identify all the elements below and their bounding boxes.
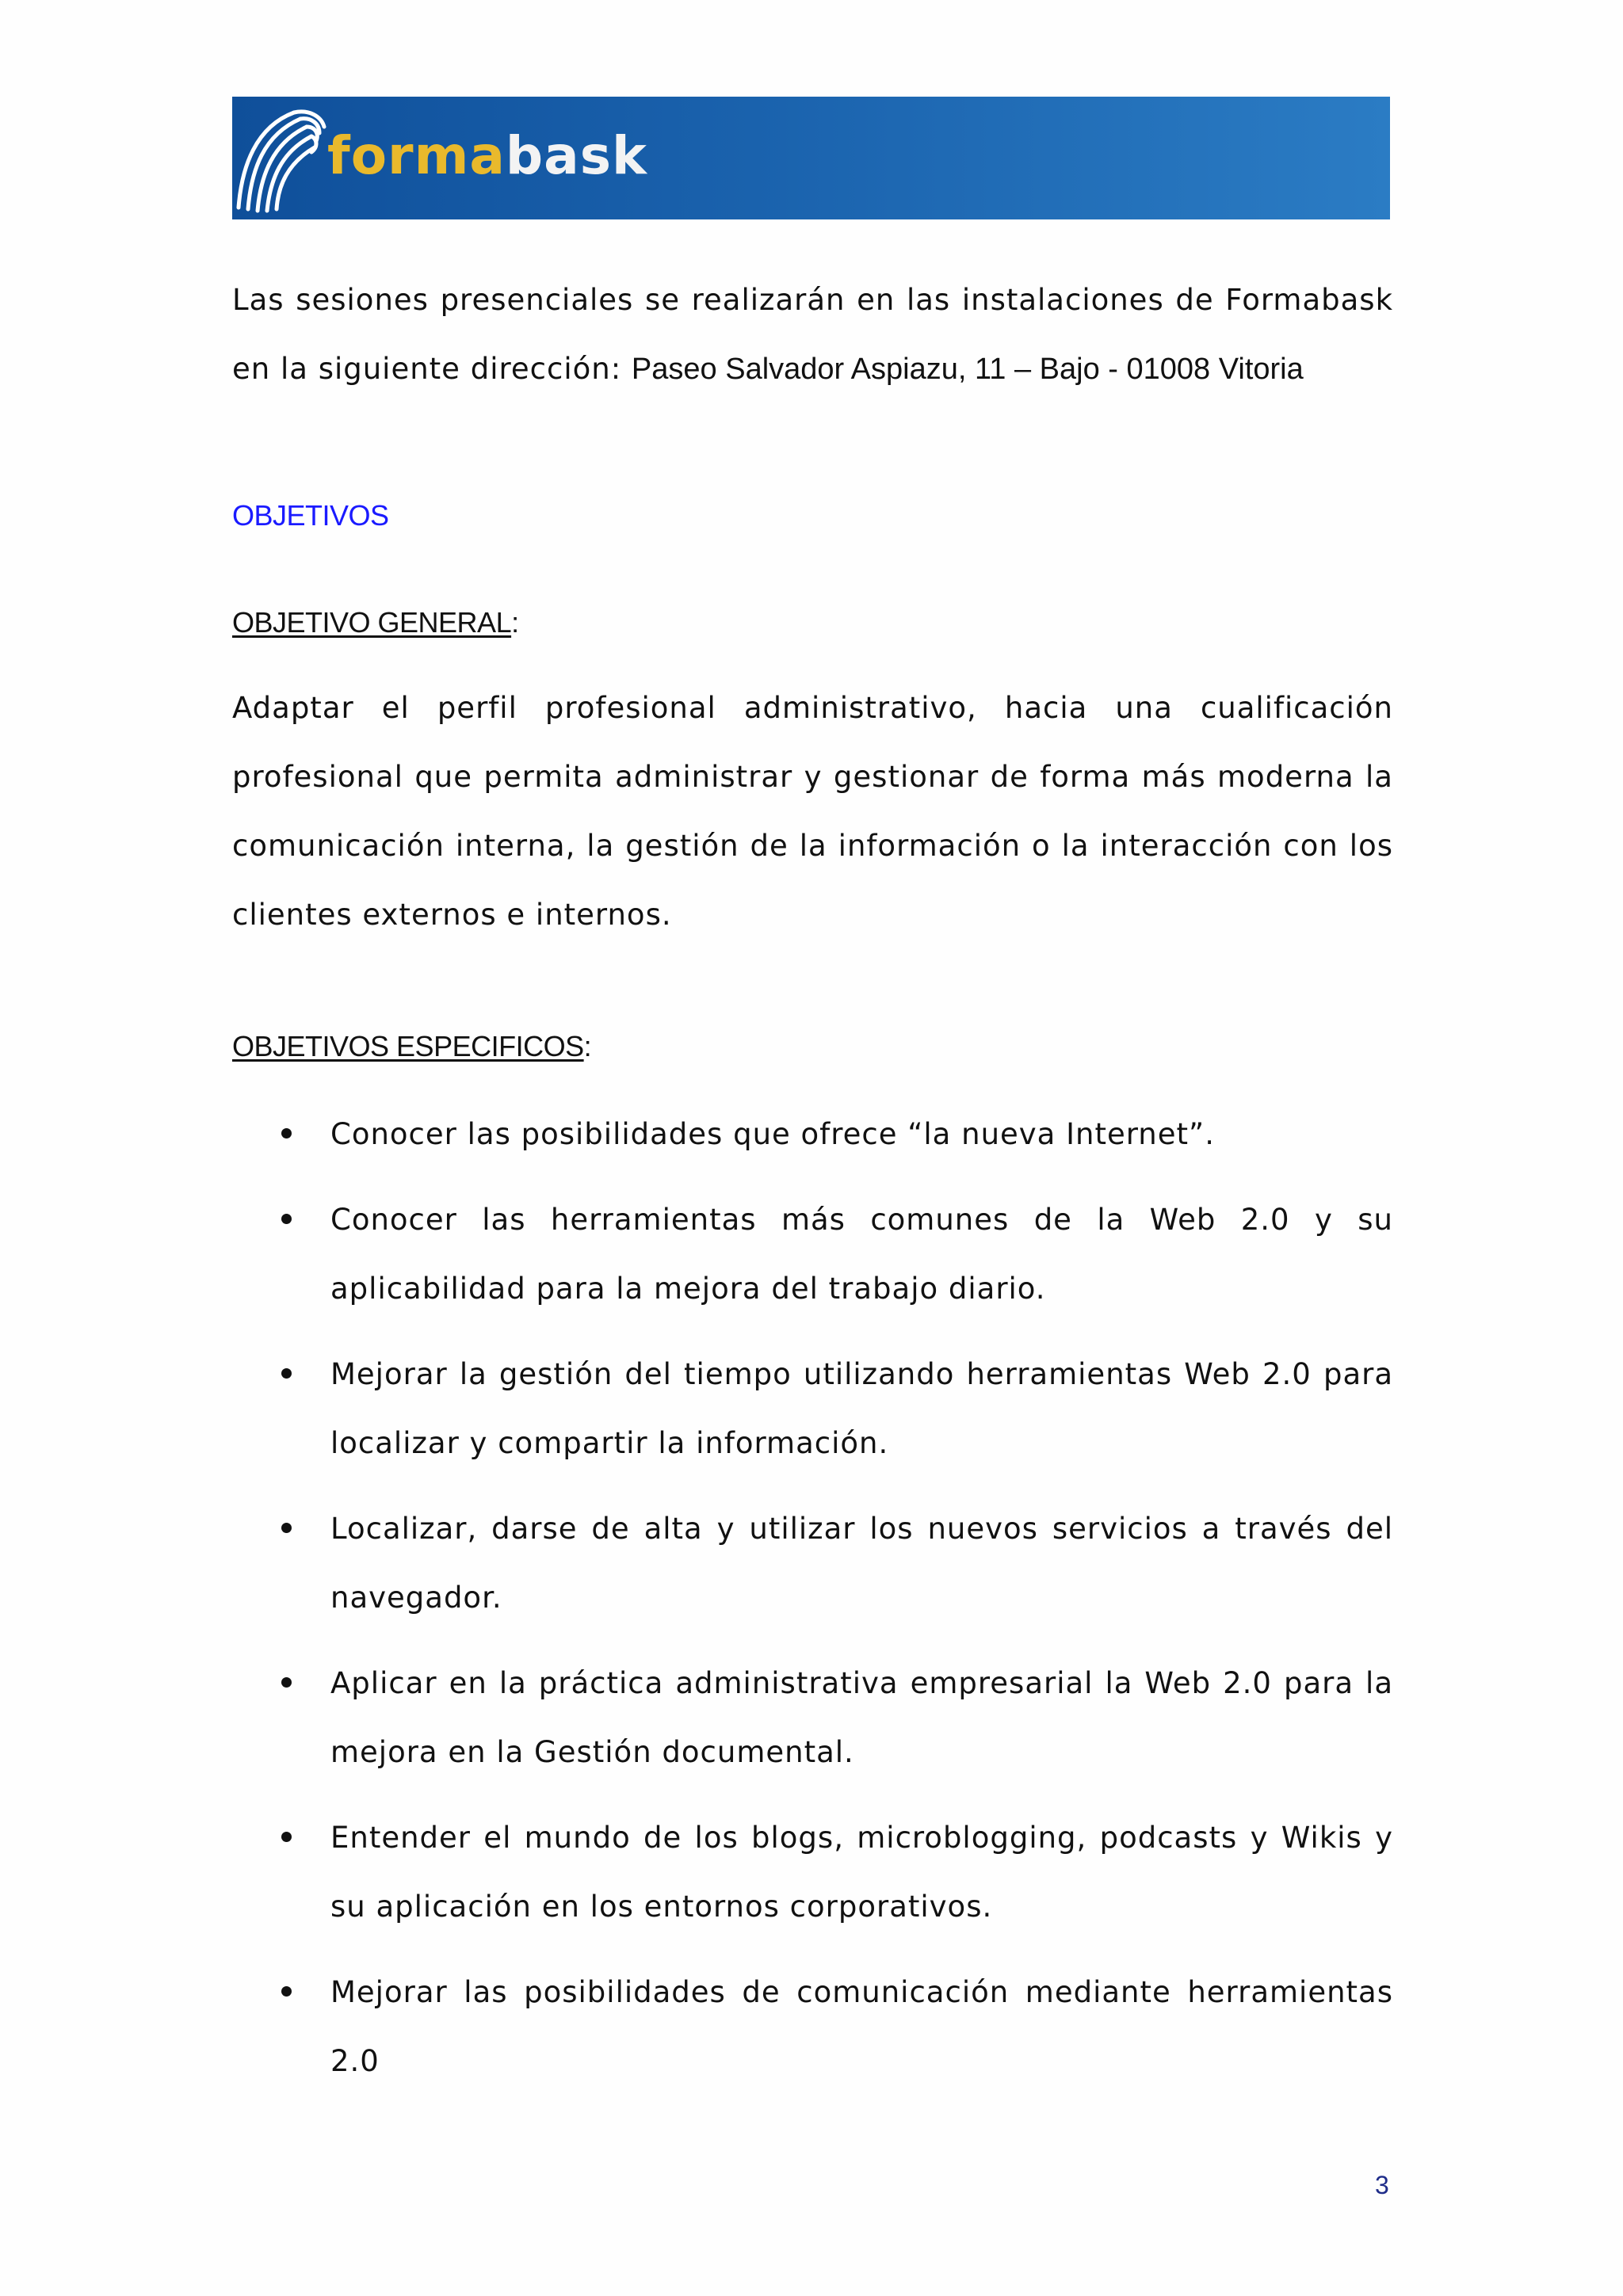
objetivo-general-paragraph: Adaptar el perfil profesional administrativo, hacia una cualificación profesional que permita administrar y gestionar de forma más moderna la comunicación interna, la gestión de la información o la interacción con los clientes externos e internos. [232,691,1393,932]
objetivo-general-heading [232,606,519,639]
objetivos-especificos-heading [232,1030,591,1063]
list-item [232,1494,1393,1632]
objetivos-heading: OBJETIVOS [232,499,389,532]
list-item-text: Conocer las posibilidades que ofrece “la nueva Internet”. [330,1117,1215,1151]
logo-forma-text: forma [327,125,506,186]
list-item-text: Mejorar las posibilidades de comunicación mediante herramientas 2.0 [330,1975,1393,2078]
list-item [232,1185,1393,1323]
objetivo-general-colon: : [511,606,519,639]
list-item [232,1100,1393,1169]
bullet-icon [281,1368,292,1379]
objetivos-especificos-colon: : [583,1030,592,1062]
logo-bask-text: bask [505,125,647,186]
list-item-text: Mejorar la gestión del tiempo utilizando herramientas Web 2.0 para localizar y compartir la información. [330,1357,1393,1460]
list-item [232,1958,1393,2096]
intro-text: Las sesiones presenciales se realizarán en las instalaciones de Formabask en la siguiente dirección: [232,283,1393,386]
list-item-text: Entender el mundo de los blogs, microblogging, podcasts y Wikis y su aplicación en los entornos corporativos. [330,1821,1393,1924]
objetivos-especificos-label: OBJETIVOS ESPECIFICOS [232,1030,584,1062]
list-item-text: Aplicar en la práctica administrativa empresarial la Web 2.0 para la mejora en la Gestión documental. [330,1666,1393,1769]
bullet-icon [281,1986,292,1997]
bullet-icon [281,1128,292,1138]
objetivos-especificos-list [232,1100,1393,2112]
header-banner [232,97,1390,219]
objetivo-general-label: OBJETIVO GENERAL [232,606,512,639]
bullet-icon [281,1677,292,1688]
list-item-text: Conocer las herramientas más comunes de la Web 2.0 y su aplicabilidad para la mejora del trabajo diario. [330,1203,1393,1306]
intro-paragraph [232,265,1393,404]
list-item [232,1803,1393,1941]
formabask-logo-icon [232,103,327,214]
address-text: Paseo Salvador Aspiazu, 11 – Bajo - 01008 Vitoria [631,353,1304,386]
bullet-icon [281,1523,292,1533]
list-item [232,1340,1393,1478]
page-number: 3 [1375,2171,1389,2199]
list-item [232,1649,1393,1787]
bullet-icon [281,1214,292,1224]
list-item-text: Localizar, darse de alta y utilizar los nuevos servicios a través del navegador. [330,1512,1393,1615]
bullet-icon [281,1832,292,1842]
brand-logo-text [327,125,647,186]
